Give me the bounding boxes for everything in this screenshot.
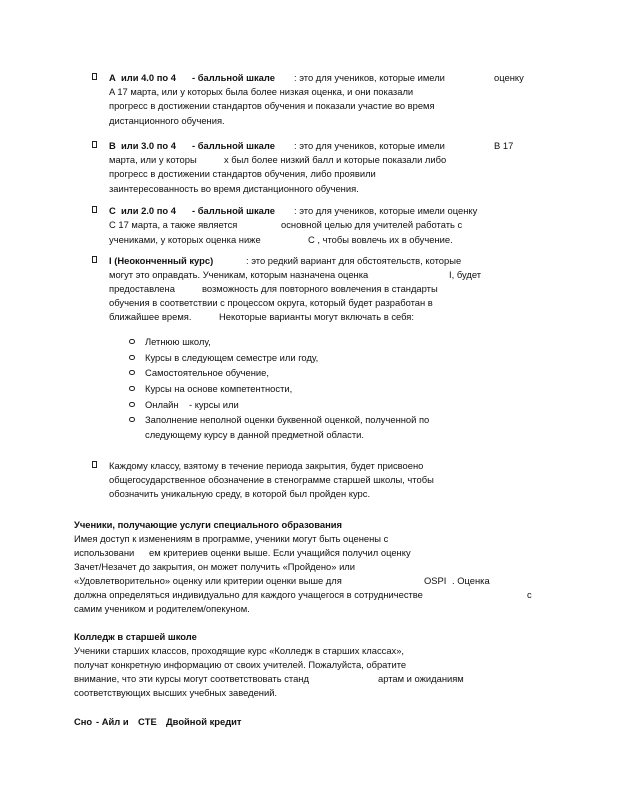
bullet-circle-icon xyxy=(129,355,135,360)
grade-i-text: обучения в соответствии с процессом округа, который будет разработан в xyxy=(109,297,433,308)
grade-b-text: : это для учеников, которые имели xyxy=(294,140,445,151)
special-ed-text: с xyxy=(527,589,532,600)
option-item: - курсы или xyxy=(189,399,239,410)
special-ed-text: использовани xyxy=(74,547,135,558)
grade-a-letter: A xyxy=(109,72,116,83)
transcript-note-text: обозначить уникальную среду, в которой был пройден курс. xyxy=(109,488,371,499)
grade-a-text: прогресс в достижении стандартов обучения и показали участие во время xyxy=(109,100,435,111)
footer-heading: Сно xyxy=(74,716,93,727)
footer-heading: - Айл и xyxy=(96,716,129,727)
grade-i-text: могут это оправдать. Ученикам, которым назначена оценка xyxy=(109,269,369,280)
special-ed-text: Зачет/Незачет до закрытия, он может получить «Пройдено» или xyxy=(74,561,356,572)
grade-i-text: I, будет xyxy=(449,269,482,280)
special-ed-text: «Удовлетворительно» оценку или критерии оценки выше для xyxy=(74,575,342,586)
grade-i-heading: I (Неоконченный курс) xyxy=(109,255,214,266)
bullet-circle-icon xyxy=(129,386,135,391)
bullet-square-icon xyxy=(92,141,97,148)
college-heading: Колледж в старшей школе xyxy=(74,631,197,642)
grade-c-text: основной целью для учителей работать с xyxy=(281,219,463,230)
college-text: Ученики старших классов, проходящие курс «Колледж в старших классах», xyxy=(74,645,405,656)
grade-c-text: C 17 марта, а также является xyxy=(109,219,238,230)
transcript-note-text: Каждому классу, взятому в течение периода закрытия, будет присвоено xyxy=(109,460,424,471)
bullet-circle-icon xyxy=(129,370,135,375)
bullet-circle-icon xyxy=(129,417,135,422)
bullet-circle-icon xyxy=(129,339,135,344)
special-ed-text: самим учеником и родителем/опекуном. xyxy=(74,603,250,614)
grade-b-text: заинтересованность во время дистанционного обучения. xyxy=(109,183,359,194)
grade-c-text: учениками, у которых оценка ниже xyxy=(109,234,261,245)
option-item: Онлайн xyxy=(145,399,179,410)
grade-b-letter: B xyxy=(109,140,116,151)
option-item: следующему курсу в данной предметной области. xyxy=(145,429,364,440)
grade-a-text: дистанционного обучения. xyxy=(109,115,225,126)
grade-i-text: возможность для повторного вовлечения в стандарты xyxy=(202,283,438,294)
grade-i-text: предоставлена xyxy=(109,283,175,294)
bullet-square-icon xyxy=(92,461,97,468)
grade-i-text: Некоторые варианты могут включать в себя: xyxy=(219,311,414,322)
special-ed-text: OSPI xyxy=(424,575,447,586)
grade-c-text: : это для учеников, которые имели оценку xyxy=(294,205,478,216)
grade-b-text: х был более низкий балл и которые показали либо xyxy=(224,154,447,165)
grade-a-scale-suffix: - балльной шкале xyxy=(192,72,275,83)
college-text: получат конкретную информацию от своих учителей. Пожалуйста, обратите xyxy=(74,659,407,670)
bullet-square-icon xyxy=(92,206,97,213)
option-item: Курсы на основе компетентности, xyxy=(145,383,293,394)
grade-a-text: : это для учеников, которые имели xyxy=(294,72,445,83)
bullet-square-icon xyxy=(92,73,97,80)
grade-c-scale: или 2.0 по 4 xyxy=(121,205,176,216)
footer-heading: CTE xyxy=(138,716,157,727)
grade-b-text: марта, или у которы xyxy=(109,154,197,165)
footer-heading: Двойной кредит xyxy=(166,716,242,727)
grade-b-text: B 17 xyxy=(494,140,514,151)
grade-c-scale-suffix: - балльной шкале xyxy=(192,205,275,216)
special-ed-text: Имея доступ к изменениям в программе, ученики могут быть оценены с xyxy=(74,533,389,544)
grade-c-letter: C xyxy=(109,205,116,216)
grade-a-scale: или 4.0 по 4 xyxy=(121,72,176,83)
special-ed-text: ем критериев оценки выше. Если учащийся получил оценку xyxy=(149,547,411,558)
special-ed-heading: Ученики, получающие услуги специального образования xyxy=(74,519,342,530)
option-item: Курсы в следующем семестре или году, xyxy=(145,352,319,363)
grade-i-text: ближайшее время. xyxy=(109,311,192,322)
option-item: Заполнение неполной оценки буквенной оценкой, полученной по xyxy=(145,414,430,425)
college-text: внимание, что эти курсы могут соответствовать станд xyxy=(74,673,309,684)
grade-a-text: A 17 марта, или у которых была более низкая оценка, и они показали xyxy=(109,86,414,97)
special-ed-text: . Оценка xyxy=(452,575,490,586)
option-item: Самостоятельное обучение, xyxy=(145,367,269,378)
grade-a-text: оценку xyxy=(494,72,524,83)
bullet-circle-icon xyxy=(129,402,135,407)
grade-i-text: : это редкий вариант для обстоятельств, которые xyxy=(246,255,462,266)
option-item: Летнюю школу, xyxy=(145,336,211,347)
college-text: соответствующих высших учебных заведений. xyxy=(74,687,278,698)
special-ed-text: должна определяться индивидуально для каждого учащегося в сотрудничестве xyxy=(74,589,423,600)
transcript-note-text: общегосударственное обозначение в стенограмме старшей школы, чтобы xyxy=(109,474,434,485)
grade-b-text: прогресс в достижении стандартов обучения, либо проявили xyxy=(109,168,376,179)
bullet-square-icon xyxy=(92,256,97,263)
grade-b-scale-suffix: - балльной шкале xyxy=(192,140,275,151)
grade-b-scale: или 3.0 по 4 xyxy=(121,140,176,151)
college-text: артам и ожиданиям xyxy=(378,673,464,684)
grade-c-text: C , чтобы вовлечь их в обучение. xyxy=(308,234,453,245)
